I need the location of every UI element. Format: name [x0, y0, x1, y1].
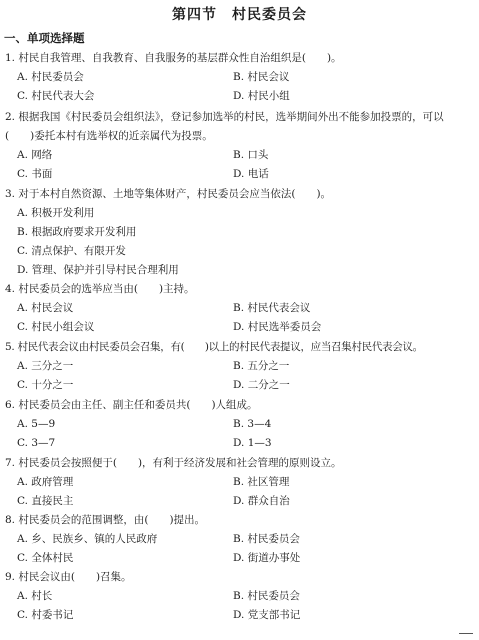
option-d[interactable]: D. 街道办事处 — [233, 552, 301, 564]
option-c[interactable]: C. 村民小组会议 — [17, 321, 95, 333]
option-row — [5, 165, 475, 184]
option-b[interactable]: B. 村民会议 — [233, 71, 290, 83]
question-9 — [5, 568, 475, 625]
option-d[interactable]: D. 管理、保护并引导村民合理利用 — [17, 264, 179, 276]
option-b[interactable]: B. 村民代表会议 — [233, 302, 311, 314]
option-row — [5, 473, 475, 492]
question-1 — [5, 49, 475, 106]
page-title: 第四节 村民委员会 — [172, 7, 307, 23]
option-b[interactable]: B. 村民委员会 — [233, 590, 300, 602]
option-d[interactable]: D. 电话 — [233, 168, 269, 180]
option-c[interactable]: C. 3—7 — [17, 437, 56, 449]
option-a[interactable]: A. 村民委员会 — [17, 71, 84, 83]
option-c[interactable]: C. 直接民主 — [17, 495, 74, 507]
option-b[interactable]: B. 社区管理 — [233, 476, 290, 488]
option-b[interactable]: B. 口头 — [233, 149, 269, 161]
option-d[interactable]: D. 1—3 — [233, 437, 272, 449]
option-b[interactable]: B. 五分之一 — [233, 360, 290, 372]
question-stem: 6. 村民委员会由主任、副主任和委员共( )人组成。 — [5, 399, 258, 411]
option-row — [5, 318, 475, 337]
option-row — [5, 434, 475, 453]
option-a[interactable]: A. 积极开发利用 — [17, 207, 95, 219]
option-a[interactable]: A. 村民会议 — [17, 302, 74, 314]
question-stem: 2. 根据我国《村民委员会组织法》，登记参加选举的村民，选举期间外出不能参加投票的，可以 — [5, 111, 444, 123]
option-b[interactable]: B. 村民委员会 — [233, 533, 300, 545]
question-stem-continued: ( )委托本村有选举权的近亲属代为投票。 — [5, 130, 213, 142]
option-d[interactable]: D. 二分之一 — [233, 379, 290, 391]
option-d[interactable]: D. 群众自治 — [233, 495, 290, 507]
question-4 — [5, 280, 475, 337]
option-row — [5, 68, 475, 87]
question-stem: 5. 村民代表会议由村民委员会召集，有( )以上的村民代表提议，应当召集村民代表会议。 — [5, 341, 423, 353]
option-c[interactable]: C. 全体村民 — [17, 552, 74, 564]
option-a[interactable]: A. 政府管理 — [17, 476, 74, 488]
option-a[interactable]: A. 5—9 — [17, 418, 56, 430]
question-7 — [5, 454, 475, 511]
option-row — [5, 549, 475, 568]
question-stem: 9. 村民会议由( )召集。 — [5, 571, 132, 583]
question-5 — [5, 338, 475, 395]
option-row — [5, 415, 475, 434]
option-row — [5, 587, 475, 606]
option-d[interactable]: D. 村民选举委员会 — [233, 321, 322, 333]
option-a[interactable]: A. 乡、民族乡、镇的人民政府 — [17, 533, 158, 545]
question-stem: 8. 村民委员会的范围调整，由( )提出。 — [5, 514, 206, 526]
option-b[interactable]: B. 根据政府要求开发利用 — [17, 226, 137, 238]
option-b[interactable]: B. 3—4 — [233, 418, 272, 430]
option-row — [5, 376, 475, 395]
option-row — [5, 606, 475, 625]
option-c[interactable]: C. 村民代表大会 — [17, 90, 95, 102]
question-stem: 3. 对于本村自然资源、土地等集体财产，村民委员会应当依法( )。 — [5, 188, 332, 200]
option-a[interactable]: A. 三分之一 — [17, 360, 74, 372]
option-c[interactable]: C. 村委书记 — [17, 609, 74, 621]
option-a[interactable]: A. 村长 — [17, 590, 53, 602]
option-c[interactable]: C. 十分之一 — [17, 379, 74, 391]
option-row — [5, 530, 475, 549]
question-8 — [5, 511, 475, 568]
question-stem: 4. 村民委员会的选举应当由( )主持。 — [5, 283, 195, 295]
question-2 — [5, 108, 475, 184]
option-row — [5, 146, 475, 165]
option-c[interactable]: C. 书面 — [17, 168, 53, 180]
question-stem: 1. 村民自我管理、自我教育、自我服务的基层群众性自治组织是( )。 — [5, 52, 342, 64]
section-heading: 一、单项选择题 — [4, 31, 85, 45]
option-row — [5, 357, 475, 376]
question-stem: 7. 村民委员会按照便于( )，有利于经济发展和社会管理的原则设立。 — [5, 457, 342, 469]
option-d[interactable]: D. 村民小组 — [233, 90, 290, 102]
question-3 — [5, 185, 475, 280]
option-row — [5, 492, 475, 511]
page-edge-mark — [459, 633, 473, 634]
option-a[interactable]: A. 网络 — [17, 149, 53, 161]
option-d[interactable]: D. 党支部书记 — [233, 609, 301, 621]
question-6 — [5, 396, 475, 453]
option-c[interactable]: C. 清点保护、有限开发 — [17, 245, 126, 257]
option-row — [5, 87, 475, 106]
option-row — [5, 299, 475, 318]
